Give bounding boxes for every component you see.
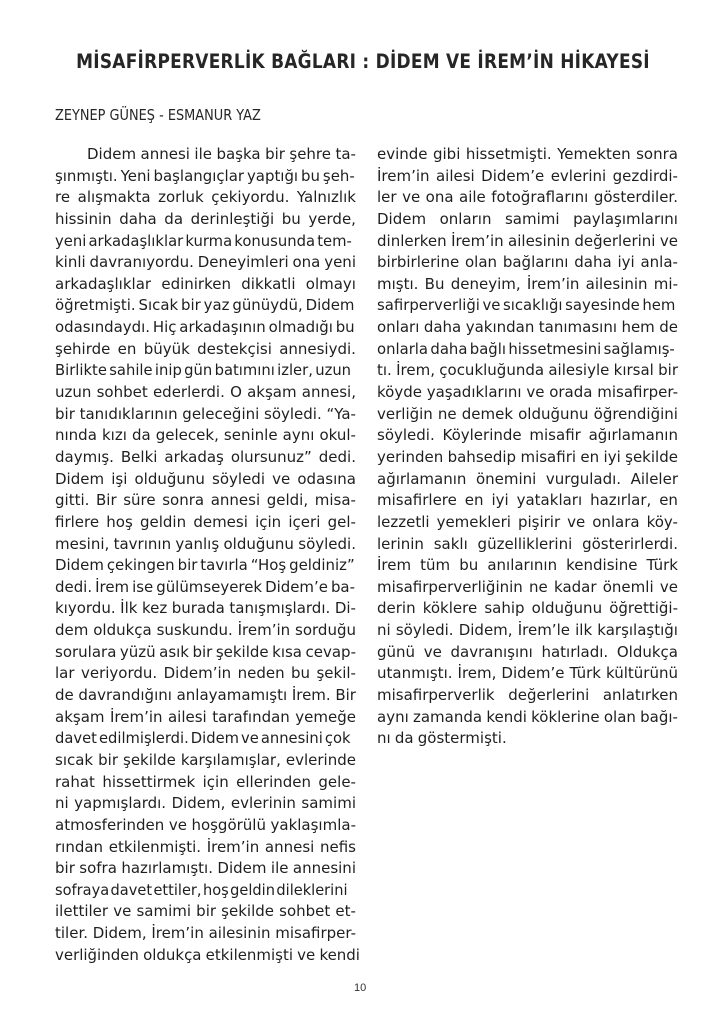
text-line: evinde gibi hissetmişti. Yemekten sonra xyxy=(377,145,678,163)
text-line: yerinden bahsedip misafiri en iyi şekilde xyxy=(377,447,678,466)
text-line: dem oldukça suskundu. İrem’in sorduğu xyxy=(55,621,356,640)
text-line: nı da göstermişti. xyxy=(377,729,507,748)
text-line: Didem işi olduğunu söyledi ve odasına xyxy=(55,469,356,488)
text-line: odasındaydı. Hiç arkadaşının olmadığı bu xyxy=(55,318,355,337)
authors-byline: ZEYNEP GÜNEŞ - ESMANUR YAZ xyxy=(55,106,261,124)
text-line: kıyordu. İlk kez burada tanışmışlardı. Di- xyxy=(55,599,356,618)
text-line: birbirlerine olan bağlarını daha iyi anla- xyxy=(377,253,678,272)
text-line: Birlikte sahile inip gün batımını izler, uzun xyxy=(55,361,352,380)
text-line: misafirperverliğinin ne kadar önemli ve xyxy=(377,577,678,596)
text-line: rından etkilenmişti. İrem’in annesi nefis xyxy=(55,837,356,856)
text-line: günü ve davranışını hatırladı. Oldukça xyxy=(377,642,678,661)
text-line: uzun sohbet ederlerdi. O akşam annesi, xyxy=(55,383,356,402)
text-line: kinli davranıyordu. Deneyimleri ona yeni xyxy=(55,253,356,272)
text-line: tı. İrem, çocukluğunda ailesiyle kırsal bir xyxy=(377,361,678,380)
text-column-left xyxy=(55,144,360,966)
text-line: yeni arkadaşlıklar kurma konusunda tem- xyxy=(55,231,352,250)
text-line: şınmıştı. Yeni başlangıçlar yaptığı bu şeh- xyxy=(55,166,355,185)
text-line: mesini, tavrının yanlış olduğunu söyledi. xyxy=(55,534,356,553)
text-line: onlarla daha bağlı hissetmesini sağlamış- xyxy=(377,339,675,358)
text-line: misafirperverlik değerlerini anlatırken xyxy=(377,686,678,705)
page-number: 10 xyxy=(354,982,367,994)
text-line: safirperverliği ve sıcaklığı sayesinde hem xyxy=(377,296,676,315)
text-line: rahat hissettirmek için ellerinden gele- xyxy=(55,772,356,791)
text-line: davet edilmişlerdi. Didem ve annesini çok xyxy=(55,729,351,748)
text-line: de davrandığını anlayamamıştı İrem. Bir xyxy=(55,686,356,705)
text-line: Didem annesi ile başka bir şehre ta- xyxy=(87,145,356,163)
text-line: sıcak bir şekilde karşılamışlar, evlerinde xyxy=(55,750,356,769)
text-line: sofraya davet ettiler, hoş geldin dileklerini xyxy=(55,880,348,899)
text-line: ler ve ona aile fotoğraflarını gösterdiler. xyxy=(377,188,678,207)
text-line: derin köklere sahip olduğunu öğrettiği- xyxy=(377,599,678,618)
text-line: dinlerken İrem’in ailesinin değerlerini ve xyxy=(377,231,678,250)
text-line: Didem onların samimi paylaşımlarını xyxy=(377,209,678,228)
text-line: ni söyledi. Didem, İrem’le ilk karşılaştığı xyxy=(377,621,678,640)
text-line: mıştı. Bu deneyim, İrem’in ailesinin mi- xyxy=(377,274,678,293)
text-line: öğretmişti. Sıcak bir yaz günüydü, Didem xyxy=(55,296,355,315)
text-column-right xyxy=(377,144,678,750)
text-line: ilettiler ve samimi bir şekilde sohbet et- xyxy=(55,902,356,921)
text-line: aynı zamanda kendi köklerine olan bağı- xyxy=(377,707,678,726)
text-line: söyledi. Köylerinde misafir ağırlamanın xyxy=(377,426,678,445)
text-line: daymış. Belki arkadaş olursunuz” dedi. xyxy=(55,447,356,466)
text-line: nında kızı da gelecek, seninle aynı okul- xyxy=(55,426,356,445)
text-line: bir sofra hazırlamıştı. Didem ile annesini xyxy=(55,859,356,878)
text-line: utanmıştı. İrem, Didem’e Türk kültürünü xyxy=(377,664,678,683)
text-line: atmosferinden ve hoşgörülü yaklaşımla- xyxy=(55,815,356,834)
text-line: dedi. İrem ise gülümseyerek Didem’e ba- xyxy=(55,577,356,596)
text-line: ağırlamanın önemini vurguladı. Aileler xyxy=(377,469,678,488)
text-line: sorulara yüzü asık bir şekilde kısa cevap- xyxy=(55,642,356,661)
page-title: MİSAFİRPERVERLİK BAĞLARI : DİDEM VE İREM’İN HİKAYESİ xyxy=(76,50,650,73)
text-line: İrem tüm bu anılarının kendisine Türk xyxy=(377,556,678,575)
text-line: arkadaşlıklar edinirken dikkatli olmayı xyxy=(55,274,356,293)
text-line: Didem çekingen bir tavırla “Hoş geldiniz” xyxy=(55,556,355,575)
text-line: ni yapmışlardı. Didem, evlerinin samimi xyxy=(55,794,356,813)
text-line: akşam İrem’in ailesi tarafından yemeğe xyxy=(55,707,356,726)
text-line: bir tanıdıklarının geleceğini söyledi. “Ya- xyxy=(55,404,356,423)
text-line: onları daha yakından tanımasını hem de xyxy=(377,318,678,337)
text-line: re alışmakta zorluk çekiyordu. Yalnızlık xyxy=(55,188,356,207)
text-line: lar veriyordu. Didem’in neden bu şekil- xyxy=(55,664,356,683)
text-line: köyde yaşadıklarını ve orada misafirper- xyxy=(377,383,678,402)
text-line: şehirde en büyük destekçisi annesiydi. xyxy=(55,339,356,358)
text-line: tiler. Didem, İrem’in ailesinin misafirper- xyxy=(55,924,356,943)
text-line: firlere hoş geldin demesi için içeri gel- xyxy=(55,512,356,531)
text-line: verliğin ne demek olduğunu öğrendiğini xyxy=(377,404,678,423)
text-line: misafirlere en iyi yatakları hazırlar, en xyxy=(377,491,678,510)
text-line: lerinin saklı güzelliklerini gösterirlerdi. xyxy=(377,534,678,553)
text-line: İrem’in ailesi Didem’e evlerini gezdirdi- xyxy=(377,166,678,185)
text-line: lezzetli yemekleri pişirir ve onlara köy- xyxy=(377,512,678,531)
text-line: gitti. Bir süre sonra annesi geldi, misa- xyxy=(55,491,356,510)
text-line: hissinin daha da derinleştiği bu yerde, xyxy=(55,209,356,228)
text-line: verliğinden oldukça etkilenmişti ve kendi xyxy=(55,945,360,964)
